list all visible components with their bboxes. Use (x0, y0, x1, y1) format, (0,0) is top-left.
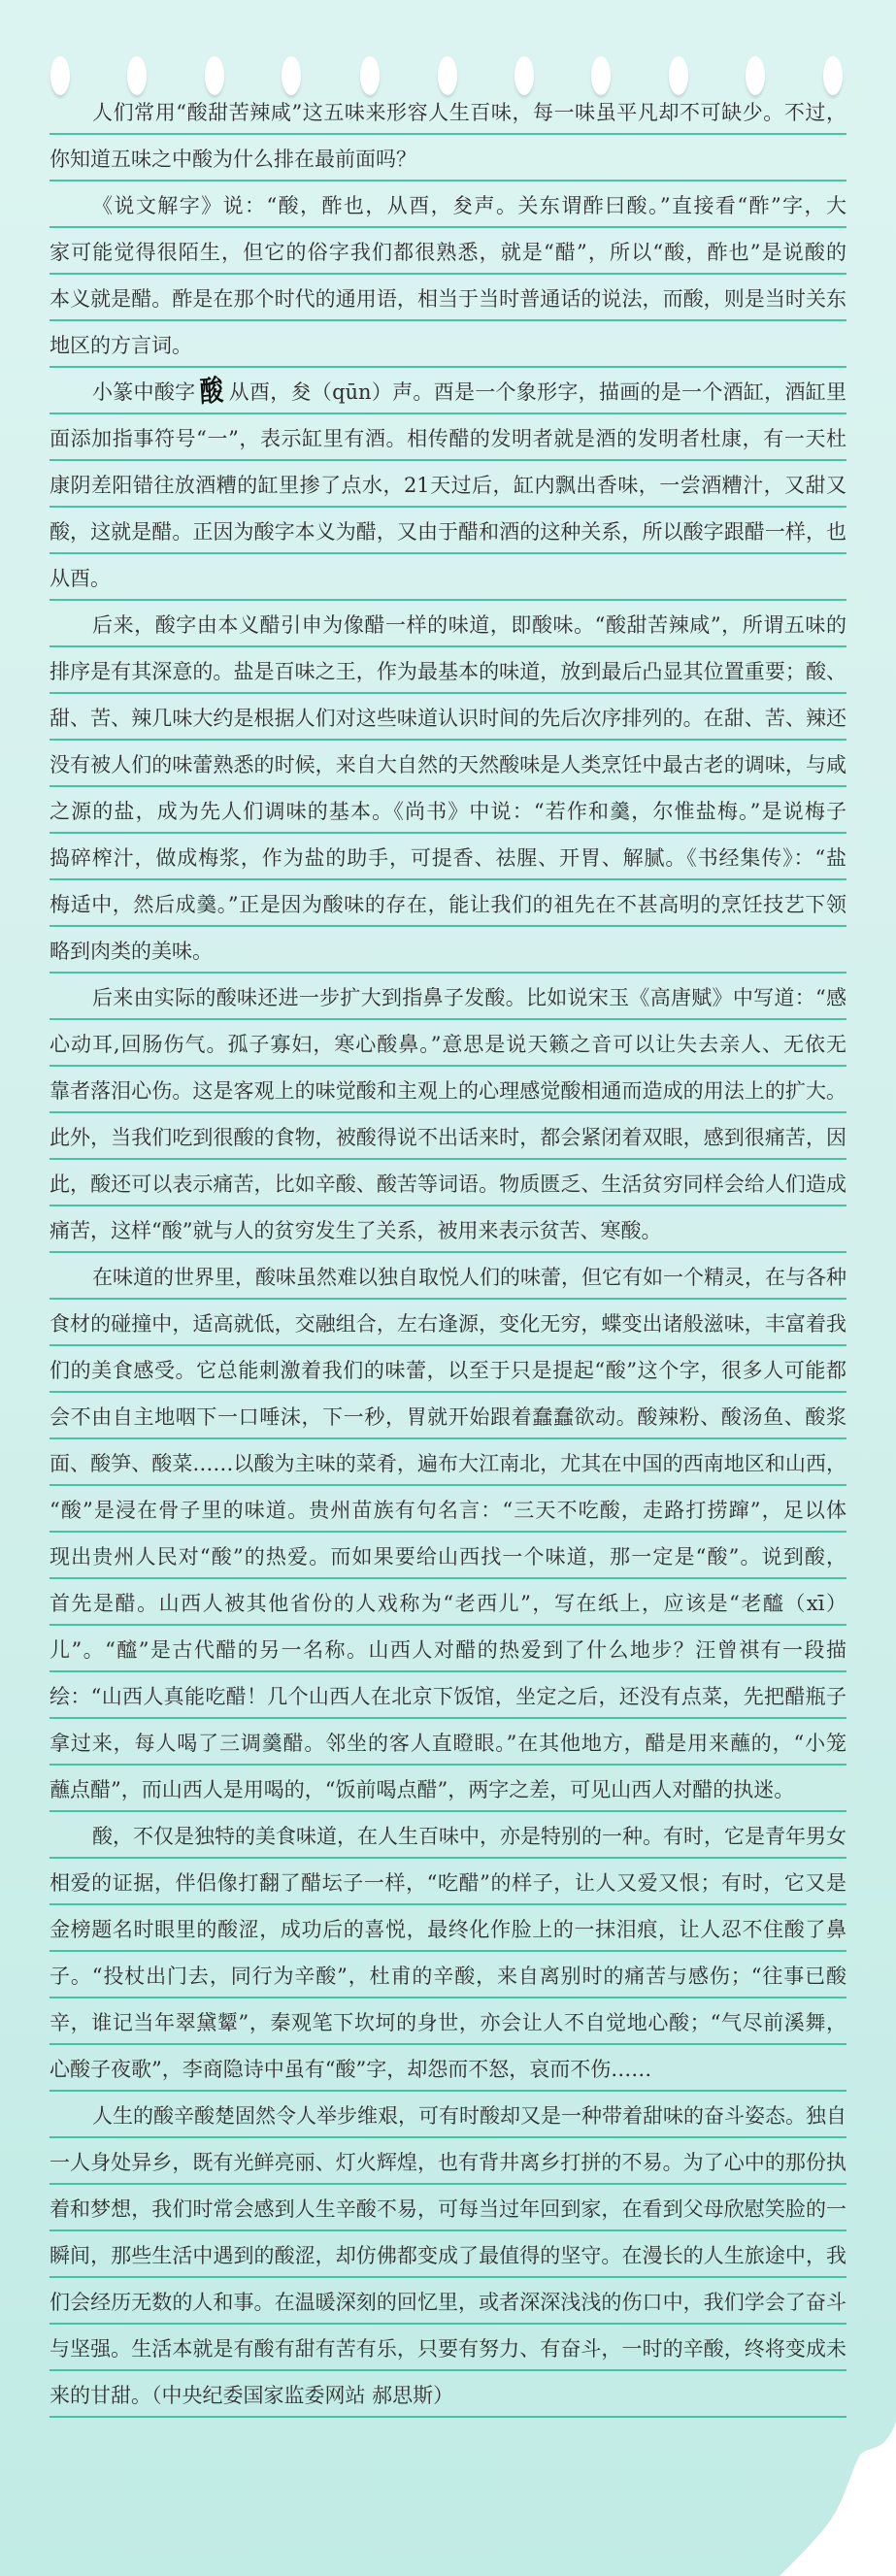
text-line: 没有被人们的味蕾熟悉的时候，来自大自然的天然酸味是人类烹饪中最古老的调味，与咸 (50, 741, 846, 787)
text-line: 面添加指事符号“一”，表示缸里有酒。相传醋的发明者就是酒的发明者杜康，有一天杜 (50, 414, 846, 461)
text-line: 绘：“山西人真能吃醋！几个山西人在北京下饭馆，坐定之后，还没有点菜，先把醋瓶子 (50, 1672, 846, 1719)
text-line: 食材的碰撞中，适高就低，交融组合，左右逢源，变化无穷，蝶变出诸般滋味，丰富着我 (50, 1300, 846, 1346)
text-line: 蘸点醋”，而山西人是用喝的，“饭前喝点醋”，两字之差，可见山西人对醋的执迷。 (50, 1766, 846, 1812)
paragraph-first-line: 《说文解字》说：“酸，酢也，从酉，夋声。关东谓酢曰酸。”直接看“酢”字，大 (50, 182, 846, 228)
text-line: 此外，当我们吃到很酸的食物，被酸得说不出话来时，都会紧闭着双眼，感到很痛苦，因 (50, 1113, 846, 1160)
text-line: 一人身处异乡，既有光鲜亮丽、灯火辉煌，也有背井离乡打拼的不易。为了心中的那份执 (50, 2138, 846, 2185)
text-line: 梅适中，然后成羹。”正是因为酸味的存在，能让我们的祖先在不甚高明的烹饪技艺下领 (50, 880, 846, 927)
text-line: 从酉。 (50, 554, 846, 601)
torn-paper-corner (731, 2421, 896, 2576)
text-line: 儿”。“醯”是古代醋的另一名称。山西人对醋的热爱到了什么地步？汪曾祺有一段描 (50, 1626, 846, 1672)
text-line: 排序是有其深意的。盐是百味之王，作为最基本的味道，放到最后凸显其位置重要；酸、 (50, 647, 846, 694)
text-line: 痛苦，这样“酸”就与人的贫穷发生了关系，被用来表示贫苦、寒酸。 (50, 1206, 846, 1253)
text-line: 们会经历无数的人和事。在温暖深刻的回忆里，或者深深浅浅的伤口中，我们学会了奋斗 (50, 2278, 846, 2325)
text-line: 会不由自主地咽下一口唾沫，下一秒，胃就开始跟着蠢蠢欲动。酸辣粉、酸汤鱼、酸浆 (50, 1393, 846, 1439)
paragraph-first-line: 酸，不仅是独特的美食味道，在人生百味中，亦是特别的一种。有时，它是青年男女 (50, 1812, 846, 1859)
seal-prefix-text: 小篆中酸字 (92, 380, 196, 404)
text-line: 子。“投杖出门去，同行为辛酸”，杜甫的辛酸，来自离别时的痛苦与感伤；“往事已酸 (50, 1952, 846, 1998)
text-line: 心酸子夜歌”，李商隐诗中虽有“酸”字，却怨而不怒，哀而不伤…… (50, 2045, 846, 2092)
text-line: 之源的盐，成为先人们调味的基本。《尚书》中说：“若作和羹，尔惟盐梅。”是说梅子 (50, 787, 846, 834)
text-line: 酸，这就是醋。正因为酸字本义为醋，又由于醋和酒的这种关系，所以酸字跟醋一样，也 (50, 508, 846, 554)
text-line: 相爱的证据，伴侣像打翻了醋坛子一样，“吃醋”的样子，让人又爱又恨；有时，它又是 (50, 1859, 846, 1905)
text-line: 辛，谁记当年翠黛颦”，秦观笔下坎坷的身世，亦会让人不自觉地心酸；“气尽前溪舞， (50, 1998, 846, 2045)
text-line: 们的美食感受。它总能刺激着我们的味蕾，以至于只是提起“酸”这个字，很多人可能都 (50, 1346, 846, 1393)
paragraph-first-line (50, 368, 846, 414)
paragraph-first-line: 人生的酸辛酸楚固然令人举步维艰，可有时酸却又是一种带着甜味的奋斗姿态。独自 (50, 2092, 846, 2138)
text-line: 靠者落泪心伤。这是客观上的味觉酸和主观上的心理感觉酸相通而造成的用法上的扩大。 (50, 1067, 846, 1113)
text-line: 现出贵州人民对“酸”的热爱。而如果要给山西找一个味道，那一定是“酸”。说到酸， (50, 1533, 846, 1579)
text-line: 首先是醋。山西人被其他省份的人戏称为“老西儿”，写在纸上，应该是“老醯（xī） (50, 1579, 846, 1626)
paragraph-first-line: 后来由实际的酸味还进一步扩大到指鼻子发酸。比如说宋玉《高唐赋》中写道：“感 (50, 974, 846, 1020)
seal-script-character: 酸 (199, 373, 225, 411)
text-line: 家可能觉得很陌生，但它的俗字我们都很熟悉，就是“醋”，所以“酸，酢也”是说酸的 (50, 228, 846, 275)
text-line: 地区的方言词。 (50, 321, 846, 368)
text-line: 康阴差阳错往放酒糟的缸里掺了点水，21天过后，缸内飘出香味，一尝酒糟汁，又甜又 (50, 461, 846, 508)
text-line: 来的甘甜。（中央纪委国家监委网站 郝思斯） (50, 2371, 846, 2418)
text-line: 着和梦想，我们时常会感到人生辛酸不易，可每当过年回到家，在看到父母欣慰笑脸的一 (50, 2185, 846, 2231)
text-line: “酸”是浸在骨子里的味道。贵州苗族有句名言：“三天不吃酸，走路打捞蹿”，足以体 (50, 1486, 846, 1533)
text-line: 与坚强。生活本就是有酸有甜有苦有乐，只要有努力、有奋斗，一时的辛酸，终将变成未 (50, 2325, 846, 2371)
paragraph-first-line: 后来，酸字由本义醋引申为像醋一样的味道，即酸味。“酸甜苦辣咸”，所谓五味的 (50, 601, 846, 647)
text-line: 甜、苦、辣几味大约是根据人们对这些味道认识时间的先后次序排列的。在甜、苦、辣还 (50, 694, 846, 741)
text-line: 你知道五味之中酸为什么排在最前面吗？ (50, 135, 846, 182)
text-line: 面、酸笋、酸菜……以酸为主味的菜肴，遍布大江南北，尤其在中国的西南地区和山西， (50, 1439, 846, 1486)
article-body (50, 88, 846, 2418)
paragraph-first-line: 在味道的世界里，酸味虽然难以独自取悦人们的味蕾，但它有如一个精灵，在与各种 (50, 1253, 846, 1300)
line-text: 从酉，夋（qūn）声。酉是一个象形字，描画的是一个酒缸，酒缸里 (228, 380, 846, 404)
text-line: 拿过来，每人喝了三调羹醋。邻坐的客人直瞪眼。”在其他地方，醋是用来蘸的，“小笼 (50, 1719, 846, 1766)
text-line: 金榜题名时眼里的酸涩，成功后的喜悦，最终化作脸上的一抹泪痕，让人忍不住酸了鼻 (50, 1905, 846, 1952)
text-line: 此，酸还可以表示痛苦，比如辛酸、酸苦等词语。物质匮乏、生活贫穷同样会给人们造成 (50, 1160, 846, 1206)
text-line: 捣碎榨汁，做成梅浆，作为盐的助手，可提香、祛腥、开胃、解腻。《书经集传》：“盐 (50, 834, 846, 880)
text-line: 瞬间，那些生活中遇到的酸涩，却仿佛都变成了最值得的坚守。在漫长的人生旅途中，我 (50, 2231, 846, 2278)
text-line: 本义就是醋。酢是在那个时代的通用语，相当于当时普通话的说法，而酸，则是当时关东 (50, 275, 846, 321)
text-line: 略到肉类的美味。 (50, 927, 846, 974)
text-line: 心动耳,回肠伤气。孤子寡妇，寒心酸鼻。”意思是说天籁之音可以让失去亲人、无依无 (50, 1020, 846, 1067)
paragraph-first-line: 人们常用“酸甜苦辣咸”这五味来形容人生百味，每一味虽平凡却不可缺少。不过， (50, 88, 846, 135)
